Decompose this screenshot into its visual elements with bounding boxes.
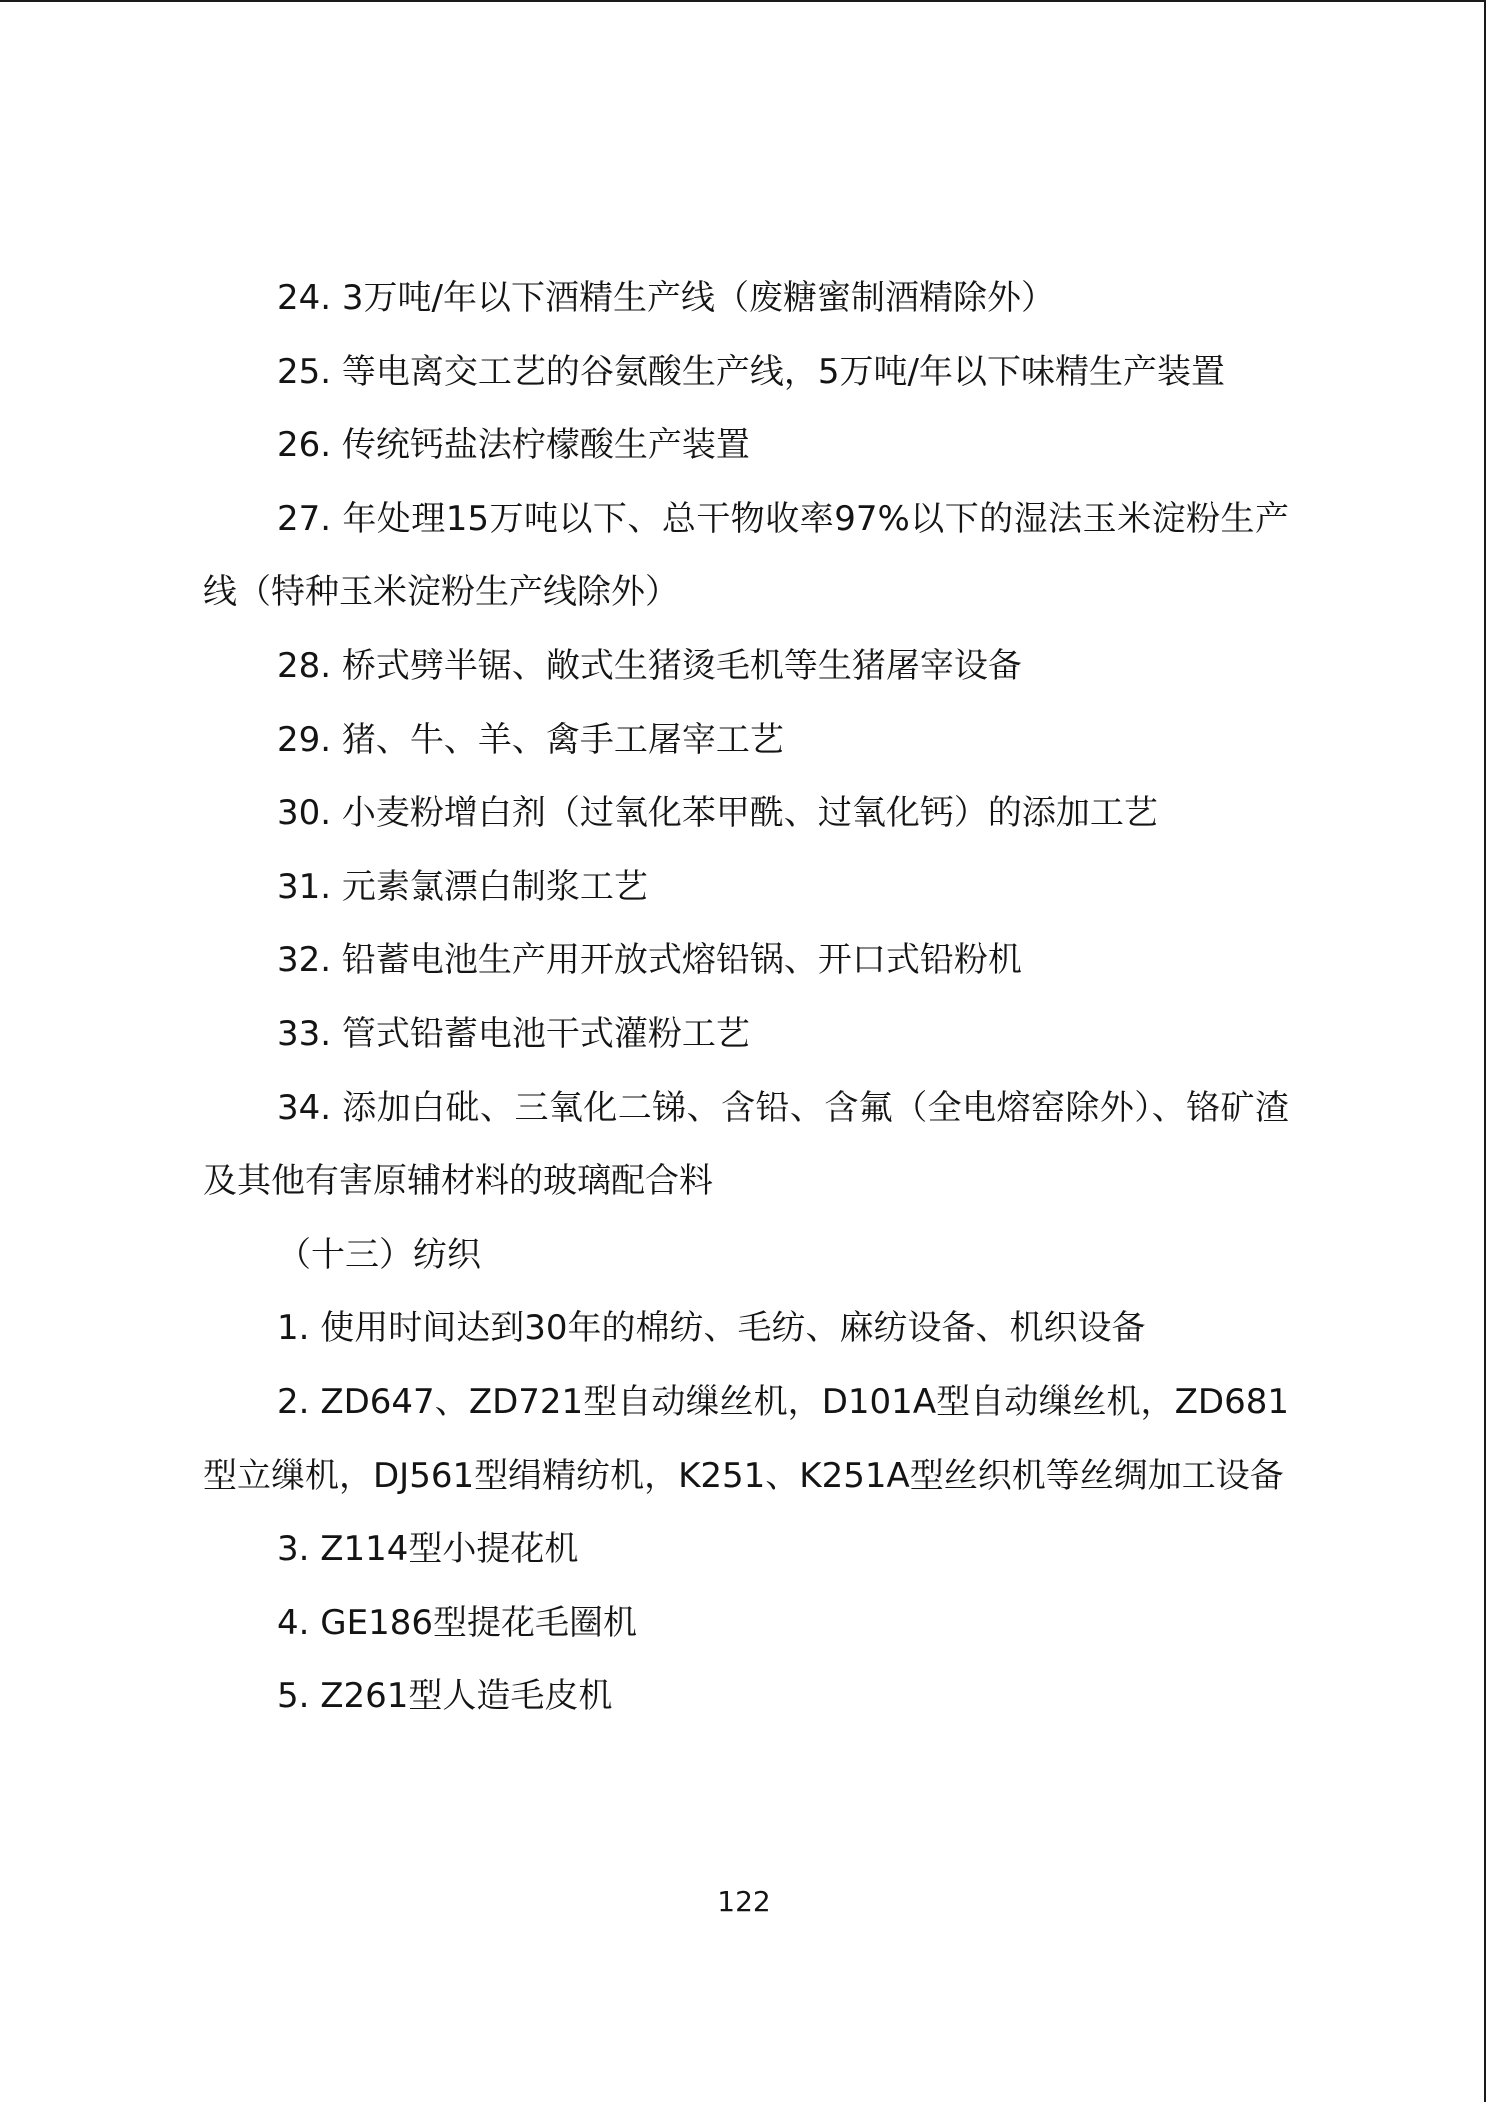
section-heading-textile: （十三）纺织 — [277, 1234, 481, 1275]
item-34: 34. 添加白砒、三氧化二锑、含铅、含氟（全电熔窑除外）、铬矿渣及其他有害原辅材料的玻璃配合料 — [203, 1087, 1289, 1202]
item-29: 29. 猪、牛、羊、禽手工屠宰工艺 — [277, 719, 784, 760]
item-33: 33. 管式铅蓄电池干式灌粉工艺 — [277, 1013, 750, 1054]
item-32: 32. 铅蓄电池生产用开放式熔铅锅、开口式铅粉机 — [277, 940, 1022, 981]
item-26: 26. 传统钙盐法柠檬酸生产装置 — [277, 425, 750, 466]
item-31: 31. 元素氯漂白制浆工艺 — [277, 866, 648, 907]
item-25: 25. 等电离交工艺的谷氨酸生产线，5万吨/年以下味精生产装置 — [277, 351, 1225, 392]
textile-item-3: 3. Z114型小提花机 — [277, 1529, 579, 1570]
textile-item-1: 1. 使用时间达到30年的棉纺、毛纺、麻纺设备、机织设备 — [277, 1308, 1146, 1349]
textile-item-4: 4. GE186型提花毛圈机 — [277, 1602, 637, 1643]
document-body — [203, 262, 1289, 1734]
textile-item-5: 5. Z261型人造毛皮机 — [277, 1676, 613, 1717]
item-30: 30. 小麦粉增白剂（过氧化苯甲酰、过氧化钙）的添加工艺 — [277, 793, 1158, 834]
page-number: 122 — [717, 1885, 771, 1918]
item-27: 27. 年处理15万吨以下、总干物收率97%以下的湿法玉米淀粉生产线（特种玉米淀粉生产线除外） — [203, 498, 1289, 613]
textile-item-2: 2. ZD647、ZD721型自动缫丝机，D101A型自动缫丝机，ZD681型立缫机，DJ561型绢精纺机，K251、K251A型丝织机等丝绸加工设备 — [203, 1381, 1289, 1496]
item-24: 24. 3万吨/年以下酒精生产线（废糖蜜制酒精除外） — [277, 278, 1055, 318]
item-28: 28. 桥式劈半锯、敞式生猪烫毛机等生猪屠宰设备 — [277, 645, 1022, 686]
